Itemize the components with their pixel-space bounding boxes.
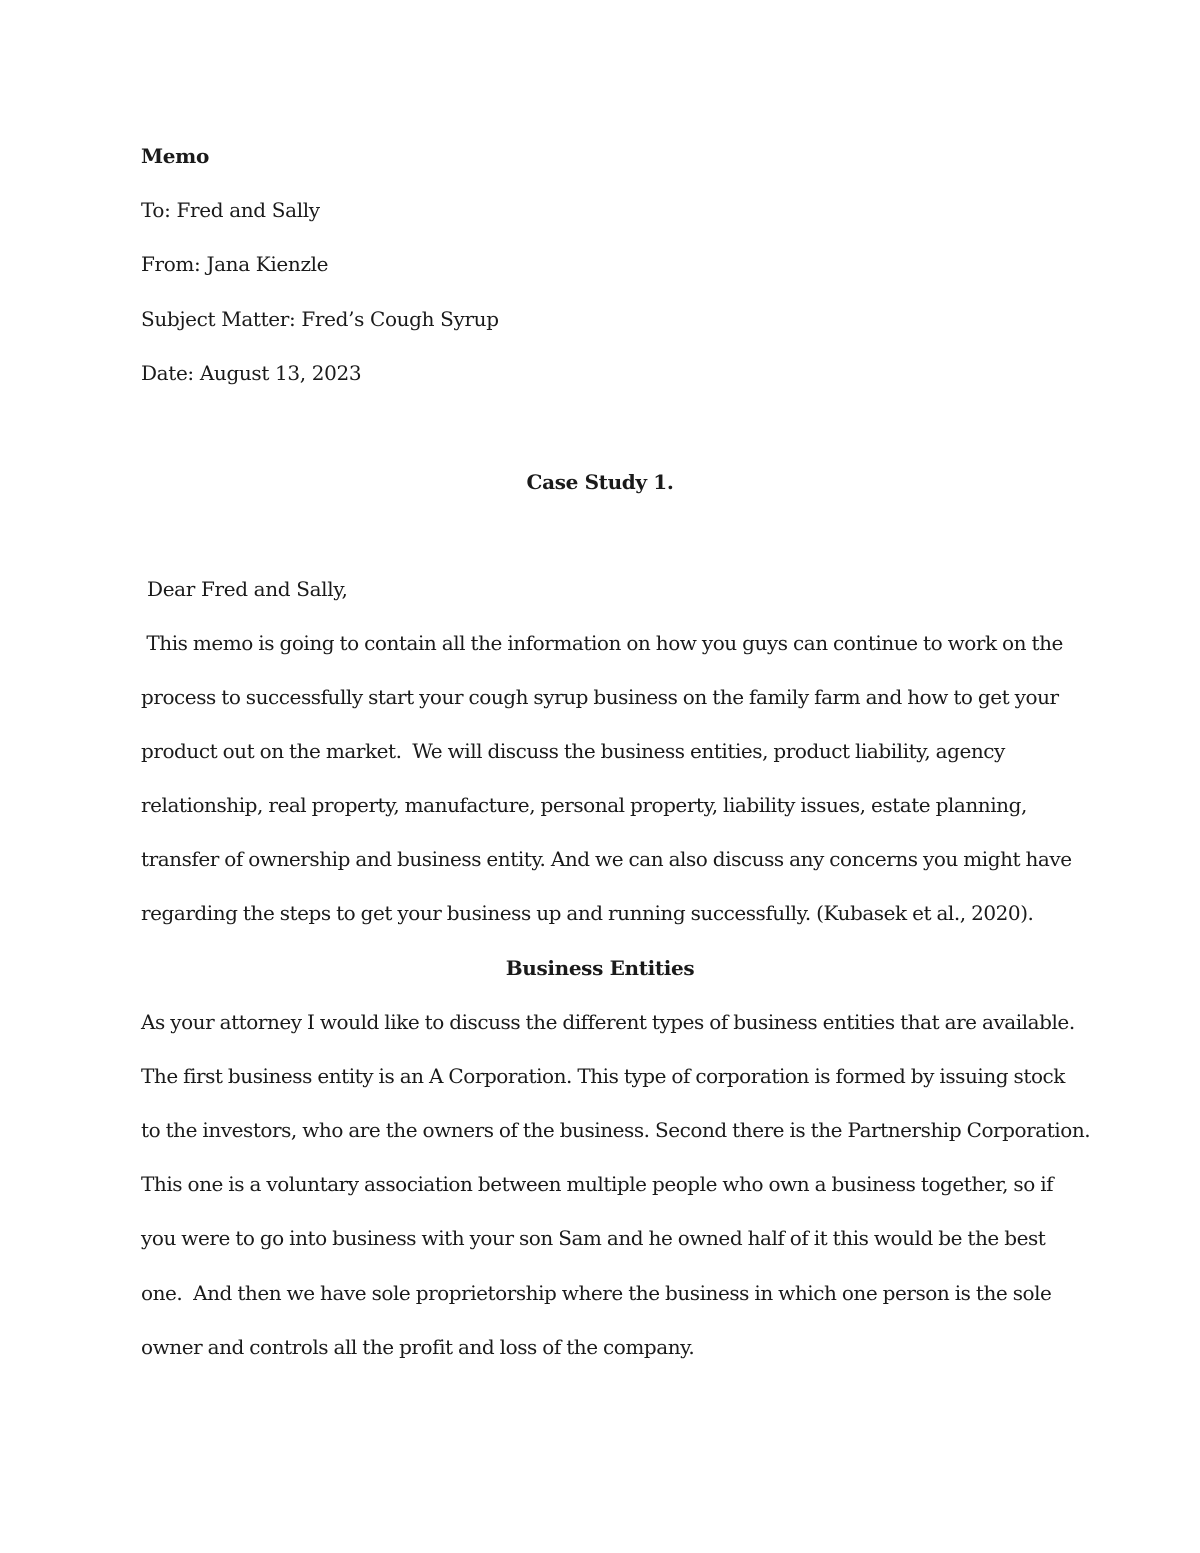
intro-line: regarding the steps to get your business up and running successfully. (Kubasek et al., 2020).	[141, 901, 1034, 925]
case-study-title: Case Study 1.	[526, 470, 674, 494]
section-line: As your attorney I would like to discuss the different types of business entities that are available.	[141, 1010, 1075, 1034]
section-line: you were to go into business with your son Sam and he owned half of it this would be the best	[141, 1226, 1046, 1250]
intro-line: relationship, real property, manufacture, personal property, liability issues, estate planning,	[141, 793, 1027, 817]
memo-date: Date: August 13, 2023	[141, 361, 362, 385]
memo-to: To: Fred and Sally	[141, 198, 320, 222]
section-line: to the investors, who are the owners of the business. Second there is the Partnership Corporation.	[141, 1118, 1091, 1142]
intro-line: product out on the market. We will discuss the business entities, product liability, agency	[141, 739, 1005, 763]
intro-line: transfer of ownership and business entity. And we can also discuss any concerns you might have	[141, 847, 1072, 871]
section-line: one. And then we have sole proprietorship where the business in which one person is the sole	[141, 1281, 1052, 1305]
memo-from: From: Jana Kienzle	[141, 252, 329, 276]
memo-title: Memo	[141, 144, 209, 168]
section-line: The first business entity is an A Corporation. This type of corporation is formed by issuing stock	[141, 1064, 1065, 1088]
intro-line: process to successfully start your cough syrup business on the family farm and how to get your	[141, 685, 1059, 709]
section-line: owner and controls all the profit and loss of the company.	[141, 1335, 695, 1359]
section-line: This one is a voluntary association between multiple people who own a business together, so if	[141, 1172, 1054, 1196]
greeting: Dear Fred and Sally,	[141, 577, 348, 601]
section-heading: Business Entities	[505, 956, 695, 980]
memo-subject: Subject Matter: Fred’s Cough Syrup	[141, 307, 499, 331]
intro-line: This memo is going to contain all the information on how you guys can continue to work on the	[141, 631, 1063, 655]
